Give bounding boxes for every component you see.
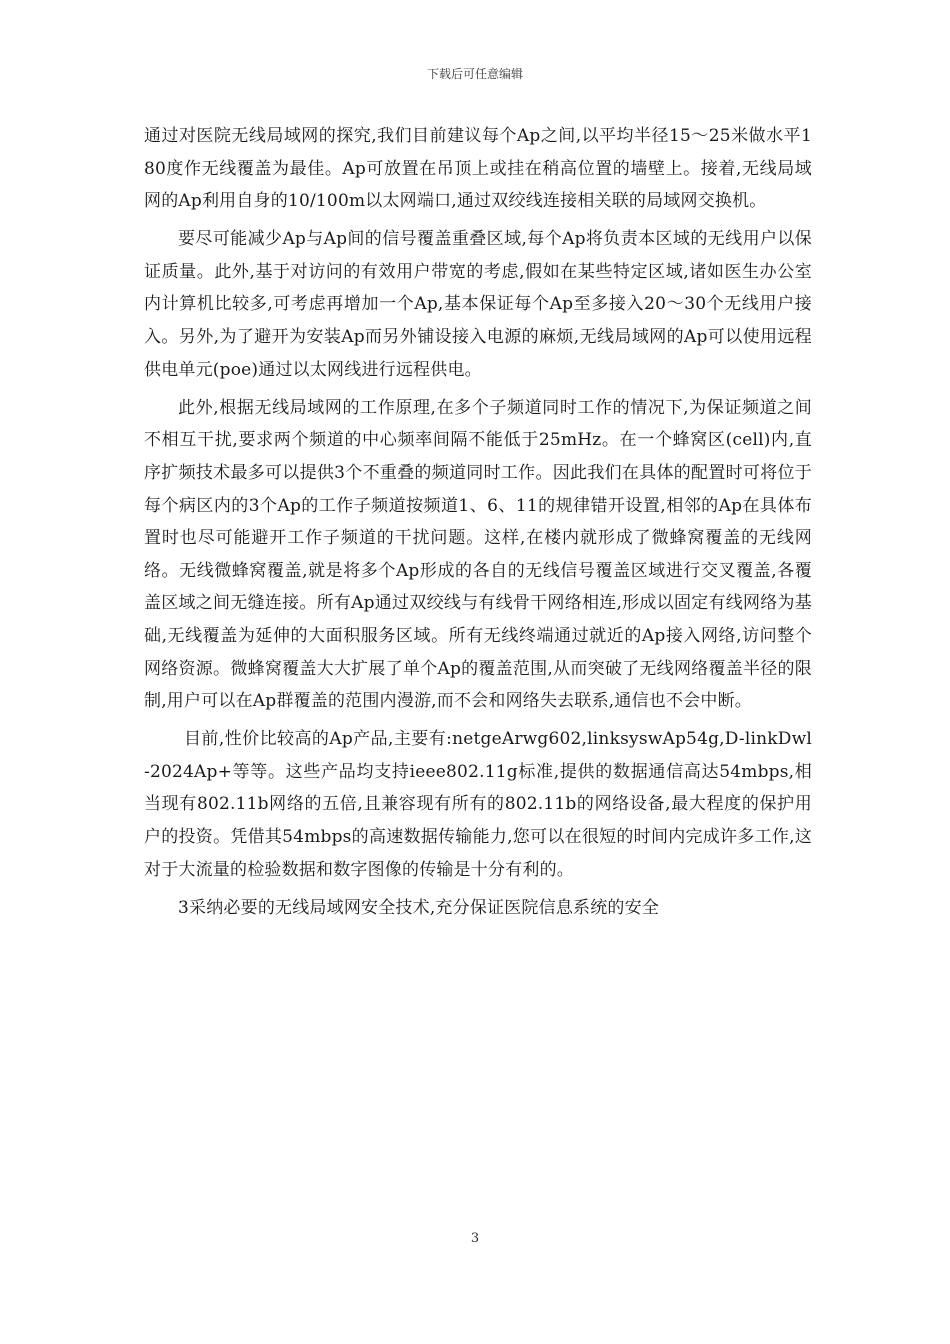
paragraph-2: 要尽可能减少Ap与Ap间的信号覆盖重叠区域,每个Ap将负责本区域的无线用户以保证质量。此外,基于对访问的有效用户带宽的考虑,假如在某些特定区域,诸如医生办公室内计算机比较多,可考虑再增加一个Ap,基本保证每个Ap至多接入20～30个无线用户接入。另外,为了避开为安装Ap而另外铺设接入电源的麻烦,无线局域网的Ap可以使用远程供电单元(poe)通过以太网线进行远程供电。: [144, 229, 812, 380]
paragraph-3: 此外,根据无线局域网的工作原理,在多个子频道同时工作的情况下,为保证频道之间不相互干扰,要求两个频道的中心频率间隔不能低于25mHz。在一个蜂窝区(cell)内,直序扩频技术最多可以提供3个不重叠的频道同时工作。因此我们在具体的配置时可将位于每个病区内的3个Ap的工作子频道按频道1、6、11的规律错开设置,相邻的Ap在具体布置时也尽可能避开工作子频道的干扰问题。这样,在楼内就形成了微蜂窝覆盖的无线网络。无线微蜂窝覆盖,就是将多个Ap形成的各自的无线信号覆盖区域进行交叉覆盖,各覆盖区域之间无缝连接。所有Ap通过双绞线与有线骨干网络相连,形成以固定有线网络为基础,无线覆盖为延伸的大面积服务区域。所有无线终端通过就近的Ap接入网络,访问整个网络资源。微蜂窝覆盖大大扩展了单个Ap的覆盖范围,从而突破了无线网络覆盖半径的限制,用户可以在Ap群覆盖的范围内漫游,而不会和网络失去联系,通信也不会中断。: [144, 397, 812, 712]
paragraph-1: 通过对医院无线局域网的探究,我们目前建议每个Ap之间,以平均半径15～25米做水平180度作无线覆盖为最佳。Ap可放置在吊顶上或挂在稍高位置的墙壁上。接着,无线局域网的Ap利用自身的10/100m以太网端口,通过双绞线连接相关联的局域网交换机。: [144, 126, 812, 212]
body-text: [144, 120, 812, 930]
page-header: 下载后可任意编辑: [426, 67, 523, 81]
paragraph-4: 目前,性价比较高的Ap产品,主要有:netgeArwg602,linksyswAp54g,D-linkDwl-2024Ap+等等。这些产品均支持ieee802.11g标准,提供的数据通信高达54mbps,相当现有802.11b网络的五倍,且兼容现有所有的802.11b的网络设备,最大程度的保护用户的投资。凭借其54mbps的高速数据传输能力,您可以在很短的时间内完成许多工作,这对于大流量的检验数据和数字图像的传输是十分有利的。: [144, 729, 812, 880]
section-heading: 3采纳必要的无线局域网安全技术,充分保证医院信息系统的安全: [178, 897, 660, 918]
page-number: 3: [470, 1231, 480, 1246]
